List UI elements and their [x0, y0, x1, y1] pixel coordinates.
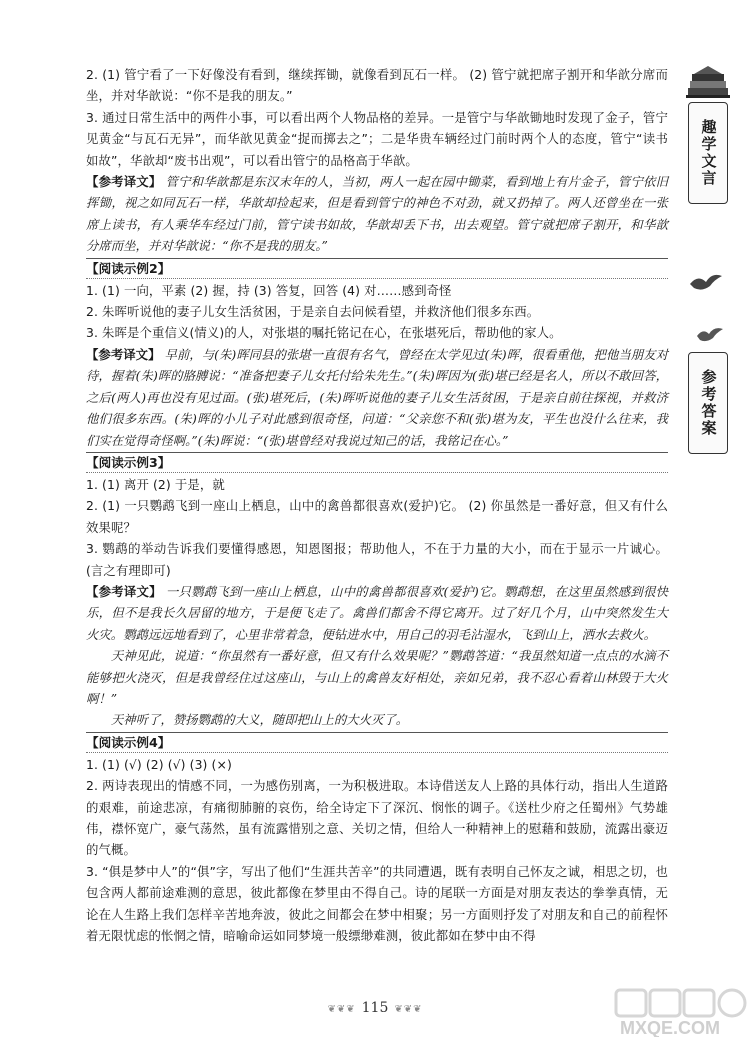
section-heading: 【阅读示例4】: [86, 732, 668, 753]
answer-item: 2. (1) 一只鹦鹉飞到一座山上栖息，山中的禽兽都很喜欢(爱护)它。 (2) 你虽然是一番好意，但又有什么效果呢？: [86, 498, 668, 535]
books-icon: [680, 62, 736, 104]
answer-content: [86, 64, 668, 946]
answer-item: 1. (1) 离开 (2) 于是，就: [86, 476, 225, 492]
answer-item: 2. (1) 管宁看了一下好像没有看到，继续挥锄，就像看到瓦石一样。 (2) 管宁就把席子割开和华歆分席而坐，并对华歆说：“你不是我的朋友。”: [86, 67, 668, 104]
reference-translation: [86, 581, 668, 645]
section-heading: 【阅读示例3】: [86, 452, 668, 473]
answer-item: 3. 朱晖是个重信义(情义)的人，对张堪的嘱托铭记在心，在张堪死后，帮助他的家人。: [86, 325, 562, 341]
answer-item: 1. (1) (√) (2) (√) (3) (×): [86, 756, 232, 772]
translation-text: 管宁和华歆都是东汉末年的人，当初，两人一起在园中锄菜，看到地上有片金子，管宁依旧挥锄，视之如同瓦石一样，华歆却捡起来，但是看到管宁的神色不对劲，就又扔掉了。两人还曾坐在一张席上读书，有人乘华车经过门前，管宁读书如故，华歆却丢下书，出去观望。管宁就把席子割开，和华歆分席而坐，并对华歆说：“你不是我的朋友。”: [86, 174, 669, 254]
answer-item: 2. 朱晖听说他的妻子儿女生活贫困，于是亲自去问候看望，并救济他们很多东西。: [86, 304, 540, 320]
answer-item: 3. 鹦鹉的举动告诉我们要懂得感恩，知恩图报；帮助他人，不在于力量的大小，而在于显示一片诚心。(言之有理即可): [86, 541, 668, 578]
sidebar-decoration: [680, 62, 736, 482]
tab-label-qu-xue-wen-yan: 趣学文言: [688, 102, 728, 204]
reference-translation: [86, 344, 668, 451]
answer-item: 3. “俱是梦中人”的“俱”字，写出了他们“生涯共苦辛”的共同遭遇，既有表明自己怀友之诚，相思之切，也包含两人都前途难测的意思，彼此都像在梦里由不得自己。诗的尾联一方面是对朋友表达的拳拳真情，无论在人生路上我们怎样辛苦地奔波，彼此之间都会在梦中相聚；另一方面则抒发了对朋友和自己的前程怀着无限忧虑的怅惘之情，暗喻命运如同梦境一般缥缈难测，彼此都如在梦中由不得: [86, 863, 668, 944]
ornament-left-icon: ❦❦❦: [327, 1004, 356, 1015]
section-heading: 【阅读示例2】: [86, 258, 668, 279]
tab-label-can-kao-da-an: 参考答案: [688, 352, 728, 454]
translation-label: 【参考译文】: [86, 583, 162, 599]
translation-paragraph: 天神听了，赞扬鹦鹉的大义，随即把山上的大火灭了。: [110, 712, 409, 728]
answer-item: 2. 两诗表现出的情感不同，一为感伤别离，一为积极进取。本诗借送友人上路的具体行动，指出人生道路的艰难，前途悲凉，有痛彻肺腑的哀伤，给全诗定下了深沉、悯怅的调子。《送杜少府之任蜀州》气势雄伟，襟怀宽广，豪气荡然，虽有流露惜别之意、关切之情，但给人一种精神上的慰藉和鼓励，流露出豪迈的气概。: [86, 778, 668, 858]
answer-item: 3. 通过日常生活中的两件小事，可以看出两个人物品格的差异。一是管宁与华歆锄地时发现了金子，管宁见黄金“与瓦石无异”，而华歆见黄金“捉而掷去之”；二是华贵车辆经过门前时两个人的态度，管宁“读书如故”，华歆却“废书出观”，可以看出管宁的品格高于华歆。: [86, 109, 668, 168]
answer-item: 1. (1) 一向，平素 (2) 握，持 (3) 答复，回答 (4) 对……感到奇怪: [86, 282, 452, 298]
translation-text: 一只鹦鹉飞到一座山上栖息，山中的禽兽都很喜欢(爱护)它。鹦鹉想，在这里虽然感到很快乐，但不是我长久居留的地方，于是便飞走了。禽兽们都舍不得它离开。过了好几个月，山中突然发生大火灾。鹦鹉远远地看到了，心里非常着急，便钻进水中，用自己的羽毛沾湿水，飞到山上，洒水去救火。: [86, 583, 668, 642]
translation-paragraph: 天神见此，说道：“你虽然有一番好意，但又有什么效果呢？”鹦鹉答道：“我虽然知道一点点的水滴不能够把火浇灭，但是我曾经住过这座山，与山上的禽兽友好相处，亲如兄弟，我不忍心看着山林毁于大火啊！”: [86, 648, 668, 706]
swallow-bird-icon: [694, 324, 726, 346]
translation-label: 【参考译文】: [86, 174, 162, 190]
swallow-bird-icon: [686, 270, 726, 296]
watermark-text: MXQE.COM: [620, 1018, 721, 1037]
reference-translation: [86, 171, 668, 257]
translation-label: 【参考译文】: [86, 346, 161, 362]
page-number: 115: [361, 1000, 389, 1016]
translation-text: 早前，与(朱)晖同县的张堪一直很有名气，曾经在太学见过(朱)晖，很看重他，把他当朋友对待，握着(朱)晖的胳膊说：“准备把妻子儿女托付给朱先生。”(朱)晖因为(张)堪已经是名人，所以不敢回答，之后(两人)再也没有见过面。(张)堪死后，(朱)晖听说他的妻子儿女生活贫困，于是亲自前往探视，并救济他们很多东西。(朱)晖的小儿子对此感到很奇怪，问道：“父亲您不和(张)堪为友，平生也没什么往来，我们实在觉得奇怪啊。”(朱)晖说：“(张)堪曾经对我说过知己的话，我铭记在心。”: [86, 346, 668, 448]
ornament-right-icon: ❦❦❦: [394, 1004, 423, 1015]
watermark-logo: [612, 988, 750, 1037]
